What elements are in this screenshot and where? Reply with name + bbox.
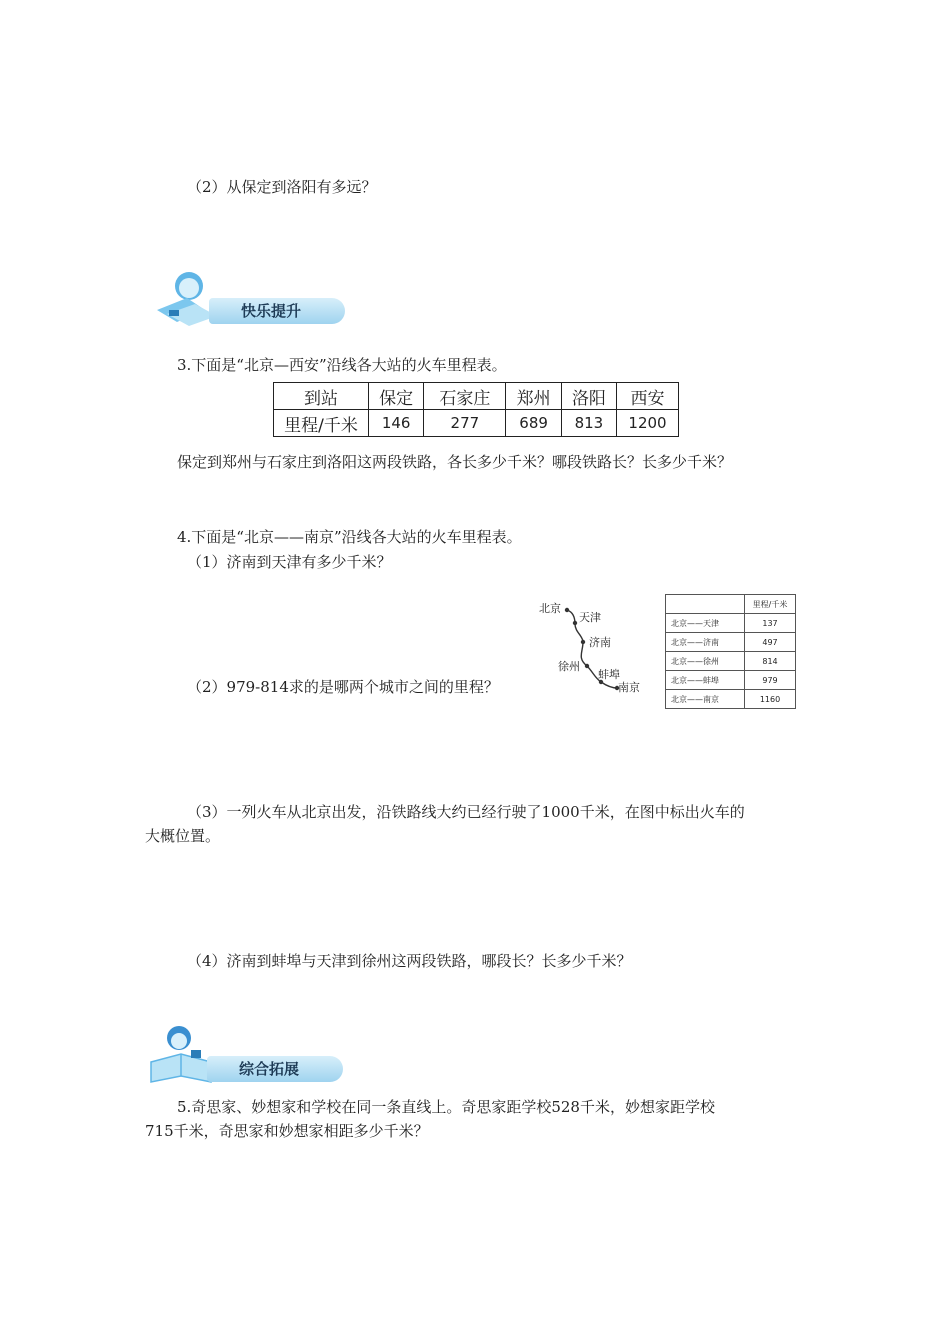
small-table-km: 979 [745, 671, 796, 690]
question-2-2: （2）从保定到洛阳有多远？ [187, 178, 377, 196]
map-label-beijing: 北京 [539, 602, 561, 615]
question-4-3-line2: 大概位置。 [145, 827, 221, 845]
question-4-1: （1）济南到天津有多少千米？ [187, 553, 392, 571]
railway-route-map [535, 596, 650, 702]
mileage-table-beijing-nanjing [665, 594, 796, 709]
section-title: 快乐提升 [209, 298, 345, 324]
small-table-route: 北京——蚌埠 [666, 671, 745, 690]
map-label-xuzhou: 徐州 [558, 660, 580, 673]
small-table-km: 814 [745, 652, 796, 671]
table-value: 1200 [617, 410, 679, 437]
question-3-text: 保定到郑州与石家庄到洛阳这两段铁路，各长多少千米？哪段铁路长？长多少千米？ [177, 453, 733, 471]
map-label-bengbu: 蚌埠 [598, 668, 620, 681]
section-banner-happy [147, 292, 347, 326]
question-4-3-line1: （3）一列火车从北京出发，沿铁路线大约已经行驶了1000千米，在图中标出火车的 [187, 803, 745, 821]
question-4-intro: 4.下面是“北京——南京”沿线各大站的火车里程表。 [177, 528, 522, 546]
table-row-label: 里程/千米 [274, 410, 369, 437]
map-label-jinan: 济南 [589, 636, 611, 649]
table-value: 689 [506, 410, 561, 437]
small-table-route: 北京——徐州 [666, 652, 745, 671]
small-table-header: 里程/千米 [745, 595, 796, 614]
table-station: 西安 [617, 383, 679, 410]
section-title: 综合拓展 [207, 1056, 343, 1082]
map-label-nanjing: 南京 [618, 681, 640, 694]
small-table-route: 北京——天津 [666, 614, 745, 633]
question-5-line2: 715千米，奇思家和妙想家相距多少千米？ [145, 1122, 429, 1140]
small-table-route: 北京——济南 [666, 633, 745, 652]
mileage-table-beijing-xian [273, 382, 679, 437]
table-value: 813 [561, 410, 616, 437]
small-table-route: 北京——南京 [666, 690, 745, 709]
question-4-2: （2）979-814求的是哪两个城市之间的里程？ [187, 678, 499, 696]
question-3-intro: 3.下面是“北京—西安”沿线各大站的火车里程表。 [177, 356, 507, 374]
small-table-km: 137 [745, 614, 796, 633]
table-station: 石家庄 [424, 383, 506, 410]
table-value: 277 [424, 410, 506, 437]
table-station: 郑州 [506, 383, 561, 410]
section-banner-expand [145, 1050, 345, 1084]
map-label-tianjin: 天津 [579, 611, 601, 624]
small-table-km: 1160 [745, 690, 796, 709]
table-value: 146 [369, 410, 424, 437]
table-header-label: 到站 [274, 383, 369, 410]
table-station: 保定 [369, 383, 424, 410]
small-table-km: 497 [745, 633, 796, 652]
question-5-line1: 5.奇思家、妙想家和学校在同一条直线上。奇思家距学校528千米，妙想家距学校 [177, 1098, 715, 1116]
question-4-4: （4）济南到蚌埠与天津到徐州这两段铁路，哪段长？长多少千米？ [187, 952, 632, 970]
table-station: 洛阳 [561, 383, 616, 410]
